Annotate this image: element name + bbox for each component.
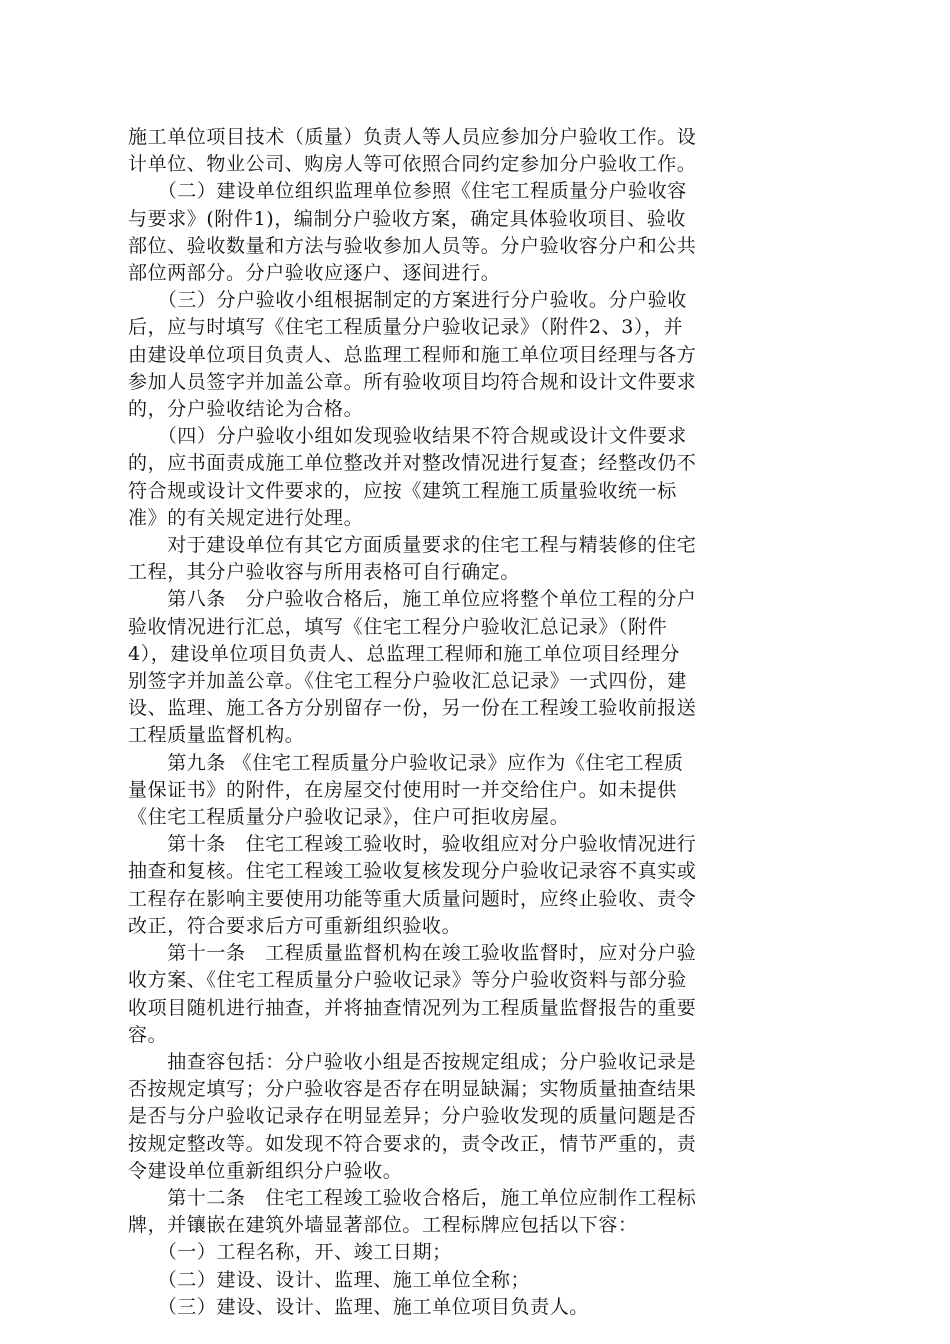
paragraph: （四）分户验收小组如发现验收结果不符合规或设计文件要求 的，应书面责成施工单位整改并对整改情况进行复查；经整改仍不 符合规或设计文件要求的，应按《建筑工程施工质量验收统一标 准》的有关规定进行处理。: [128, 425, 697, 529]
paragraph: （一）工程名称，开、竣工日期；: [128, 1241, 452, 1264]
paragraph: 施工单位项目技术（质量）负责人等人员应参加分户验收工作。设 计单位、物业公司、购房人等可依照合同约定参加分户验收工作。: [128, 126, 697, 176]
document-body: [128, 124, 828, 1321]
paragraph: 第十条 住宅工程竣工验收时，验收组应对分户验收情况进行 抽查和复核。住宅工程竣工验收复核发现分户验收记录容不真实或 工程存在影响主要使用功能等重大质量问题时，应终止验收、责令 改正，符合要求后方可重新组织验收。: [128, 833, 697, 937]
paragraph: 抽查容包括：分户验收小组是否按规定组成；分户验收记录是 否按规定填写；分户验收容是否存在明显缺漏；实物质量抽查结果 是否与分户验收记录存在明显差异；分户验收发现的质量问题是否 按规定整改等。如发现不符合要求的，责令改正，情节严重的，责 令建设单位重新组织分户验收。: [128, 1050, 697, 1182]
paragraph: 第十一条 工程质量监督机构在竣工验收监督时，应对分户验 收方案、《住宅工程质量分户验收记录》等分户验收资料与部分验 收项目随机进行抽查，并将抽查情况列为工程质量监督报告的重要 容。: [128, 942, 697, 1046]
paragraph: （三）建设、设计、监理、施工单位项目负责人。: [128, 1295, 589, 1318]
paragraph: 第十二条 住宅工程竣工验收合格后，施工单位应制作工程标 牌，并镶嵌在建筑外墙显著部位。工程标牌应包括以下容：: [128, 1186, 697, 1237]
paragraph: 第九条 《住宅工程质量分户验收记录》应作为《住宅工程质 量保证书》的附件，在房屋交付使用时一并交给住户。如未提供 《住宅工程质量分户验收记录》，住户可拒收房屋。: [128, 751, 684, 829]
paragraph: （二）建设单位组织监理单位参照《住宅工程质量分户验收容 与要求》(附件1)，编制分户验收方案，确定具体验收项目、验收 部位、验收数量和方法与验收参加人员等。分户验收容分户和公共 部位两部分。分户验收应逐户、逐间进行。: [128, 180, 697, 285]
paragraph: （三）分户验收小组根据制定的方案进行分户验收。分户验收 后，应与时填写《住宅工程质量分户验收记录》（附件2、3），并 由建设单位项目负责人、总监理工程师和施工单位项目经理与各方 参加人员签字并加盖公章。所有验收项目均符合规和设计文件要求 的，分户验收结论为合格。: [128, 289, 697, 421]
paragraph: 对于建设单位有其它方面质量要求的住宅工程与精装修的住宅 工程，其分户验收容与所用表格可自行确定。: [128, 534, 697, 584]
paragraph: （二）建设、设计、监理、施工单位全称；: [128, 1268, 531, 1291]
paragraph: 第八条 分户验收合格后，施工单位应将整个单位工程的分户 验收情况进行汇总，填写《住宅工程分户验收汇总记录》（附件 4），建设单位项目负责人、总监理工程师和施工单位项目经理分 别签字并加盖公章。《住宅工程分户验收汇总记录》一式四份，建 设、监理、施工各方分别留存一份，另一份在工程竣工验收前报送 工程质量监督机构。: [128, 588, 697, 747]
